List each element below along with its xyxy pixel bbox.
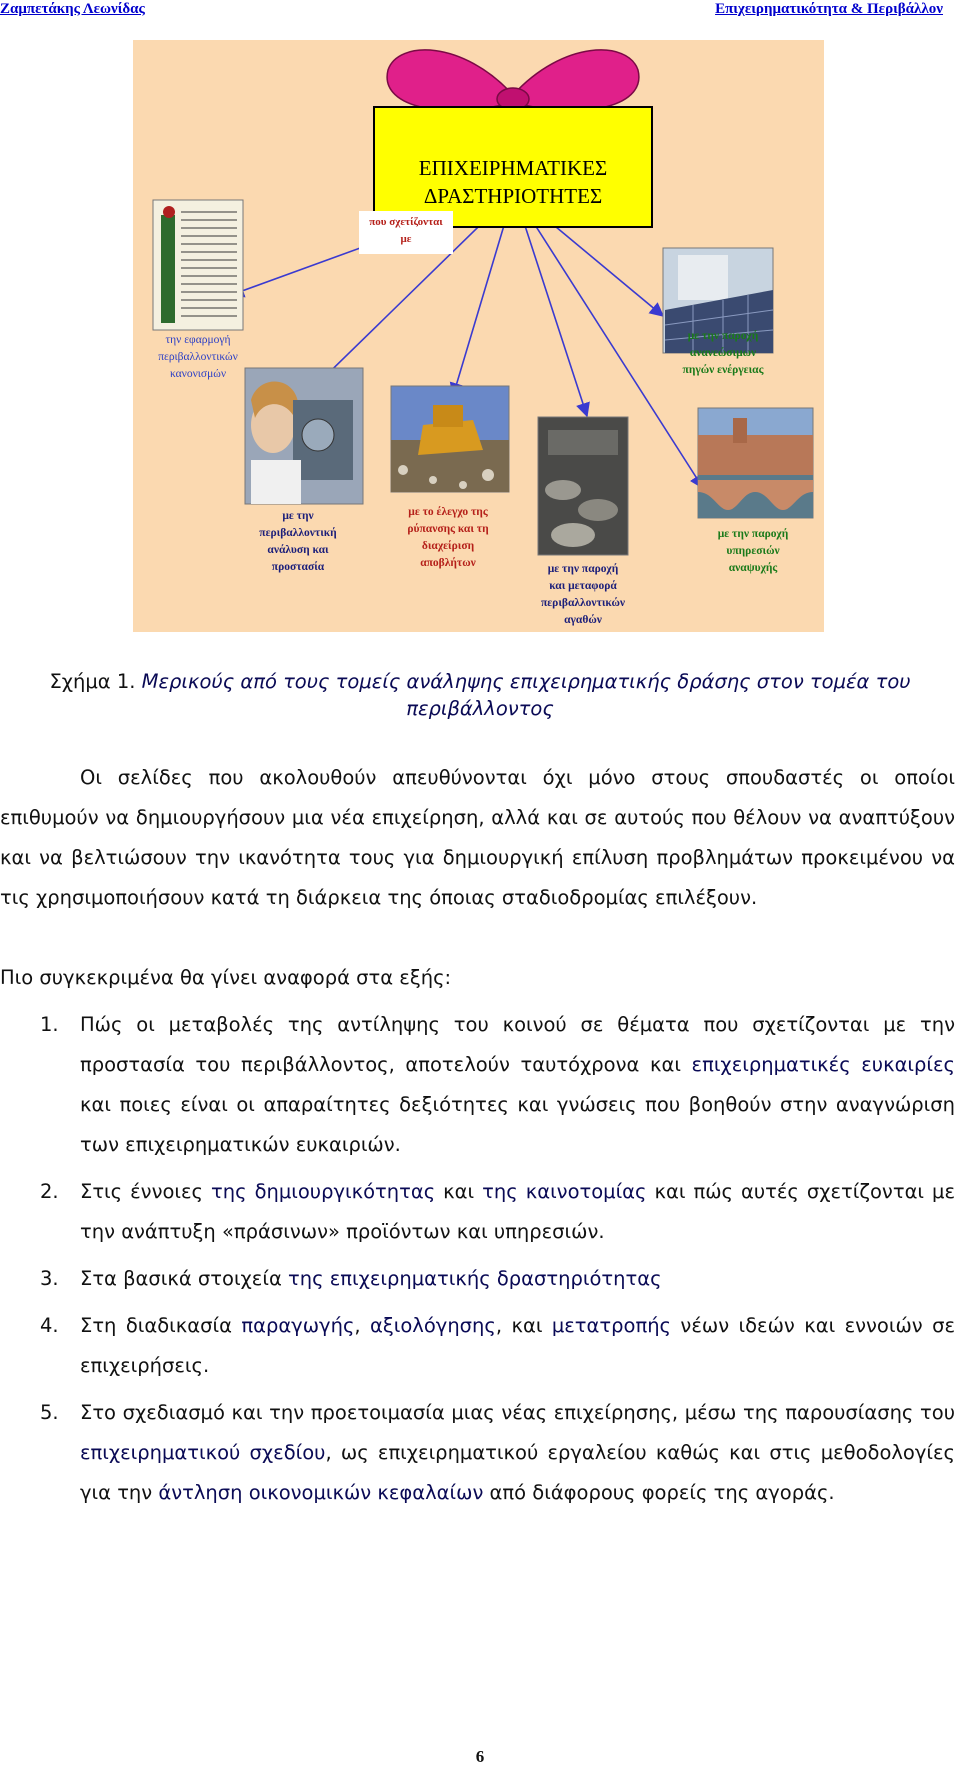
label-analysis: με την περιβαλλοντική ανάλυση και προστασία xyxy=(259,510,337,573)
author-link[interactable]: Ζαμπετάκης Λεωνίδας xyxy=(0,1,145,17)
page-header xyxy=(0,0,960,22)
list-item: 5. Στο σχεδιασμό και την προετοιμασία μιας νέας επιχείρησης, μέσω της παρουσίασης του επιχειρηματικού σχεδίου, ως επιχειρηματικού εργαλείου καθώς και στις μεθοδολογίες για την άντληση οικονομικών κεφαλαίων από διάφορους φορείς της αγοράς. xyxy=(40,1401,955,1504)
label-pollution: με το έλεγχο της ρύπανσης και τη διαχείριση αποβλήτων xyxy=(407,506,489,569)
figure-title-line1: ΕΠΙΧΕΙΡΗΜΑΤΙΚΕΣ xyxy=(418,156,608,180)
label-goods: με την παροχή και μεταφορά περιβαλλοντικών αγαθών xyxy=(540,563,626,626)
list-item: 3. Στα βασικά στοιχεία της επιχειρηματικής δραστηριότητας xyxy=(40,1267,662,1290)
relation-line2: με xyxy=(400,233,412,245)
intro-text: Οι σελίδες που ακολουθούν απευθύνονται όχι μόνο στους σπουδαστές οι οποίοι επιθυμούν να δημιουργήσουν μια νέα επιχείρηση, αλλά και σε αυτούς που θέλουν να αναπτύξουν και να βελτιώσουν την ικανότητα τους για δημιουργική επίλυση προβλημάτων προκειμένου να τις χρησιμοποιήσουν κατά τη διάρκεια της όποιας σταδιοδρομίας επιλέξουν. xyxy=(0,766,955,909)
caption-text-line1: Μερικούς από τους τομείς ανάληψης επιχειρηματικής δράσης στον τομέα του xyxy=(141,670,911,693)
lead-sentence: Πιο συγκεκριμένα θα γίνει αναφορά στα εξής: xyxy=(0,966,452,989)
page-number: 6 xyxy=(475,1747,485,1766)
goods-photo xyxy=(538,417,628,555)
label-leisure: με την παροχή υπηρεσιών αναψυχής xyxy=(717,528,789,574)
relation-label xyxy=(359,211,453,254)
intro-paragraph xyxy=(0,758,955,918)
caption-label: Σχήμα 1. xyxy=(49,670,136,693)
label-renewable: με την παροχή ανανεώσιμων πηγών ενέργειας xyxy=(682,330,764,376)
figure-title-box xyxy=(373,106,653,228)
manuscript-photo xyxy=(153,200,243,330)
scientist-photo xyxy=(245,368,363,504)
caption-text-line2: περιβάλλοντος xyxy=(406,697,554,720)
business-activities-figure xyxy=(133,40,824,632)
list-item: 4. Στη διαδικασία παραγωγής, αξιολόγησης, και μετατροπής νέων ιδεών και εννοιών σε επιχειρήσεις. xyxy=(40,1314,956,1377)
label-regulations: την εφαρμογή περιβαλλοντικών κανονισμών xyxy=(158,334,238,380)
figure-title-line2: ΔΡΑΣΤΗΡΙΟΤΗΤΕΣ xyxy=(423,184,603,208)
waste-bulldozer-photo xyxy=(391,386,509,492)
figure-caption xyxy=(0,668,960,722)
relation-line1: που σχετίζονται xyxy=(369,216,443,228)
list-item: 1. Πώς οι μεταβολές της αντίληψης του κοινού σε θέματα που σχετίζονται με την προστασία του περιβάλλοντος, αποτελούν ταυτόχρονα και επιχειρηματικές ευκαιρίες και ποιες είναι οι απαραίτητες δεξιότητες και γνώσεις που βοηθούν στην αναγνώριση των επιχειρηματικών ευκαιριών. xyxy=(40,1013,955,1156)
document-title-link[interactable]: Επιχειρηματικότητα & Περιβάλλον xyxy=(715,1,943,17)
town-bridge-photo xyxy=(698,408,813,518)
topics-list xyxy=(0,1005,955,1520)
list-item: 2. Στις έννοιες της δημιουργικότητας και της καινοτομίας και πώς αυτές σχετίζονται με την ανάπτυξη «πράσινων» προϊόντων και υπηρεσιών. xyxy=(40,1180,955,1243)
